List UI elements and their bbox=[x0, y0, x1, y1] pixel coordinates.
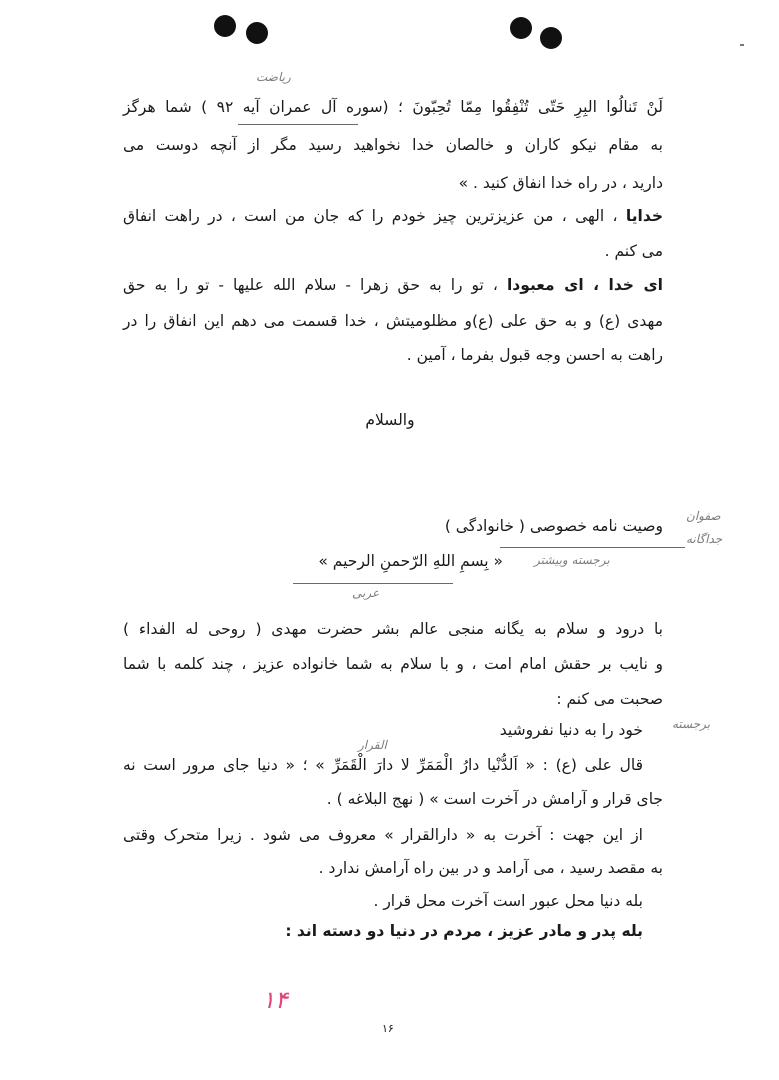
statement: بله دنیا محل عبور است آخرت محل قرار . bbox=[373, 892, 643, 910]
paragraph-3-line-2: مهدی (ع) و به حق علی (ع)و مظلومیتش ، خدا قسمت می دهم این انفاق را در bbox=[123, 312, 663, 330]
punch-hole-2 bbox=[246, 22, 268, 44]
subheading: خود را به دنیا نفروشید bbox=[499, 721, 643, 739]
paragraph-3-line-1 bbox=[123, 274, 663, 296]
explanation-line-2: به مقصد رسید ، می آرامد و در بین راه آرامش ندارد . bbox=[318, 859, 663, 877]
handwritten-qarar-note: القرار bbox=[358, 738, 387, 752]
handwritten-margin-note-1b: جداگانه bbox=[686, 532, 723, 546]
hadith-line-1: قال علی (ع) : « اَلدُّنْیا دارُ الْمَمَرِّ لا دارَ الْقَمَرِّ » ؛ « دنیا جای مرور است نه bbox=[123, 756, 643, 774]
greeting-line-2: و نایب بر حقش امام امت ، و با سلام به شما خانواده عزیز ، چند کلمه با شما bbox=[123, 655, 663, 673]
handwritten-top-note: ریاضت bbox=[256, 70, 291, 84]
closing-salutation: والسلام bbox=[365, 411, 415, 429]
paragraph-1-line-2: به مقام نیکو کاران و خالصان خدا نخواهید رسید مگر از آنچه دوست می bbox=[123, 136, 663, 154]
will-title: وصیت نامه خصوصی ( خانوادگی ) bbox=[444, 517, 663, 535]
explanation-line-1: از این جهت : آخرت به « دارالقرار » معروف می شود . زیرا متحرک وقتی bbox=[123, 826, 643, 844]
paragraph-2-line-1 bbox=[123, 205, 663, 227]
paragraph-2-lead: خدایا bbox=[625, 207, 663, 225]
punch-hole-3 bbox=[510, 17, 532, 39]
final-bold-line: بله پدر و مادر عزیز ، مردم در دنیا دو دسته اند : bbox=[285, 922, 643, 940]
handwritten-underline-top bbox=[238, 124, 358, 125]
punch-hole-1 bbox=[214, 15, 236, 37]
basmala: « بِسمِ اللهِ الرّحمنِ الرحیم » bbox=[318, 552, 503, 570]
handwritten-basmala-stroke bbox=[500, 547, 685, 548]
paragraph-1-line-1: لَنْ تَنالُوا البِرِ حَتّى تُنْفِقُوا مِمّا تُحِبّونَ ؛ (سوره آل عمران آیه ۹۲ ) شما هرگز bbox=[123, 98, 663, 116]
hadith-line-2: جای قرار و آرامش در آخرت است » ( نهج البلاغه ) . bbox=[326, 790, 663, 808]
paragraph-2-text: ، الهی ، من عزیزترین چیز خودم را که جان من است ، در راهت انفاق bbox=[123, 207, 626, 225]
paragraph-1-line-3: دارید ، در راه خدا انفاق کنید . » bbox=[458, 174, 663, 192]
page-number: ۱۶ bbox=[382, 1022, 394, 1035]
edge-mark bbox=[740, 44, 744, 46]
paragraph-3-lead: ای خدا ، ای معبودا bbox=[506, 276, 663, 294]
handwritten-basmala-note: برجسته وبیشتر bbox=[534, 553, 610, 567]
greeting-line-3: صحبت می کنم : bbox=[556, 690, 663, 708]
paragraph-2-line-2: می کنم . bbox=[604, 242, 663, 260]
handwritten-basmala-underline bbox=[293, 583, 453, 584]
greeting-line-1: با درود و سلام به یگانه منجی عالم بشر حضرت مهدی ( روحی له الفداء ) bbox=[123, 620, 663, 638]
handwritten-red-number: ۱۴ bbox=[262, 986, 288, 1014]
punch-hole-4 bbox=[540, 27, 562, 49]
handwritten-margin-note-2: برجسته bbox=[672, 717, 711, 731]
handwritten-margin-note-1a: صفوان bbox=[686, 509, 721, 523]
paragraph-3-line-3: راهت به احسن وجه قبول بفرما ، آمین . bbox=[406, 346, 663, 364]
handwritten-arabic-note: عربی bbox=[352, 586, 380, 600]
paragraph-3-text: ، تو را به حق زهرا - سلام الله علیها - تو را به حق bbox=[123, 276, 507, 294]
